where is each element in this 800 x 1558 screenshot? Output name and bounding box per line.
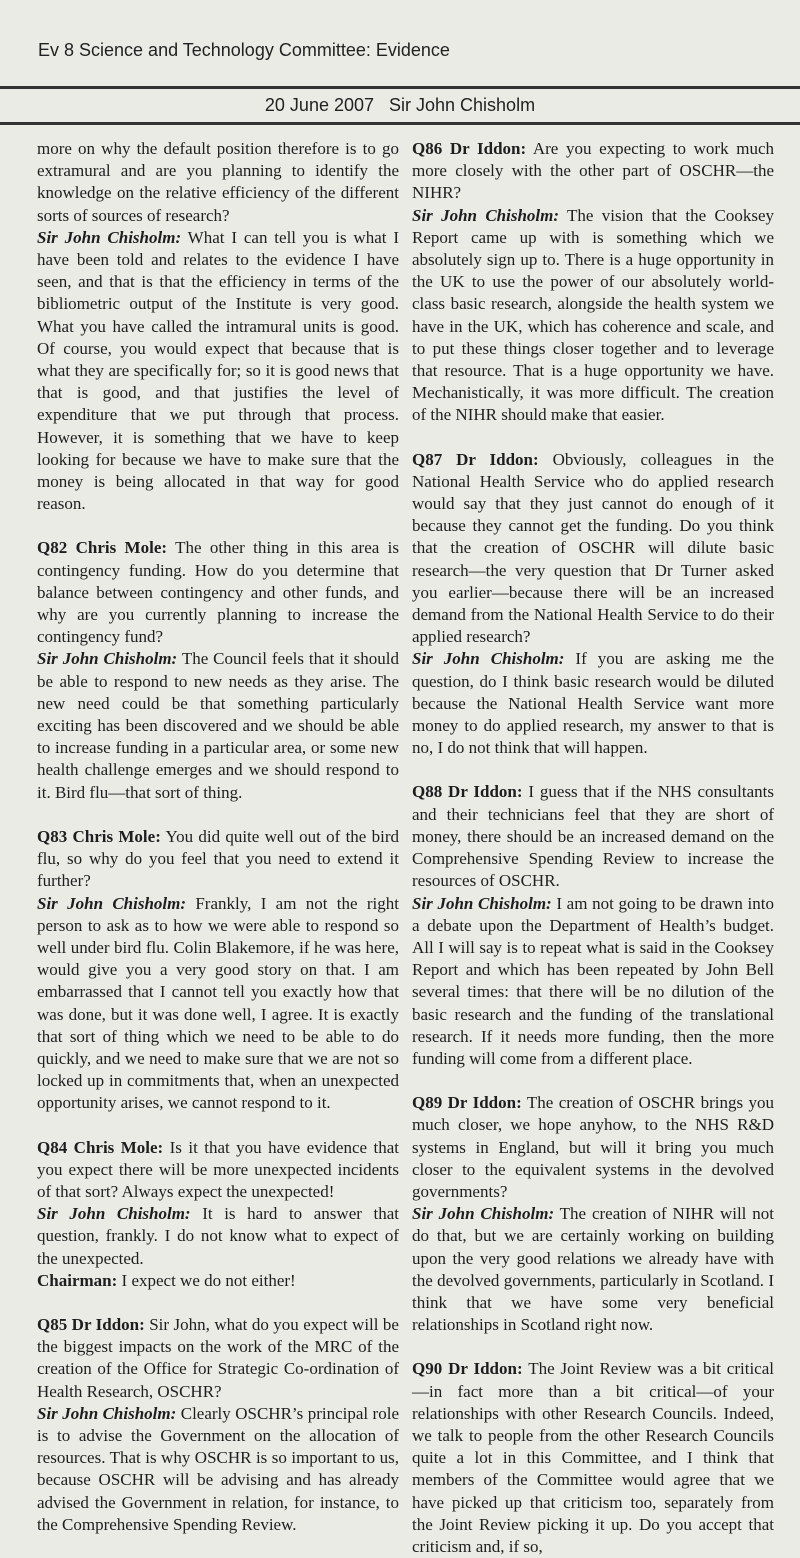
speaker-label: Q90 Dr Iddon: — [412, 1359, 523, 1379]
speaker-label: Sir John Chisholm: — [37, 227, 182, 247]
header-rule-bottom — [0, 122, 800, 125]
paragraph-text: The creation of OSCHR brings you much closer, we hope anyhow, to the NHS R&D systems in England, but will it bring you much closer to the equivalent systems in the devolved governments? — [412, 1093, 774, 1201]
transcript-paragraph — [412, 1358, 774, 1558]
paragraph-text: What I can tell you is what I have been told and relates to the evidence I have seen, and that is that the efficiency in terms of the bibliometric output of the Institute is very good. What you have called the intramural units is good. Of course, you would expect that because that is what they are specifically for; so it is good news that that is good, and that justifies the level of expenditure that we put through that process. However, it is something that we have to keep looking for because we have to make sure that the money is being allocated in that way for good reason. — [37, 227, 399, 514]
transcript-paragraph — [37, 648, 399, 803]
speaker-label: Sir John Chisholm: — [37, 893, 187, 913]
paragraph-text: Are you expecting to work much more closely with the other part of OSCHR—the NIHR? — [412, 139, 774, 203]
speaker-label: Q83 Chris Mole: — [37, 826, 161, 846]
speaker-label: Sir John Chisholm: — [412, 649, 565, 669]
paragraph-text: It is hard to answer that question, frankly. I do not know what to expect of the unexpected. — [37, 1204, 399, 1268]
speaker-label: Q88 Dr Iddon: — [412, 782, 523, 802]
speaker-label: Sir John Chisholm: — [412, 893, 552, 913]
paragraph-text: Frankly, I am not the right person to ask as to how we were able to respond so well under bird flu. Colin Blakemore, if he was here, would give you a very good story on that. I am embarrassed that I cannot tell you exactly how that was done, but it was done well, I agree. It is exactly that sort of thing which we need to be able to do quickly, and we need to make sure that we are not so locked up in commitments that, when an unexpected opportunity arises, we cannot respond to it. — [37, 893, 399, 1113]
transcript-paragraph — [412, 205, 774, 427]
paragraph-text: You did quite well out of the bird flu, so why do you feel that you need to extend it further? — [37, 826, 399, 891]
paragraph-text: If you are asking me the question, do I think basic research would be diluted because the National Health Service want more money to do applied research, my answer to that is no, I do not think that will happen. — [412, 649, 774, 758]
speaker-label: Sir John Chisholm: — [37, 1204, 191, 1224]
running-head: Ev 8 Science and Technology Committee: Evidence — [38, 40, 450, 60]
transcript-paragraph — [412, 648, 774, 759]
paragraph-text: Clearly OSCHR’s principal role is to advise the Government on the allocation of resources. That is why OSCHR is so important to us, because OSCHR will be advising and has already advised the Government in relation, for instance, to the Comprehensive Spending Review. — [37, 1403, 399, 1534]
paragraph-text: Obviously, colleagues in the National Health Service who do applied research would say that they just cannot do enough of it because they cannot get the funding. Do you think that the creation of OSCHR will dilute basic research—the very question that Dr Turner asked you earlier—because there will be an increased demand from the National Health Service to do their applied research? — [412, 449, 774, 647]
transcript-paragraph — [37, 893, 399, 1115]
paragraph-text: I expect we do not either! — [117, 1270, 296, 1290]
left-column — [37, 138, 399, 1536]
transcript-paragraph — [412, 1203, 774, 1336]
paragraph-text: The Council feels that it should be able to respond to new needs as they arise. The new need could be that something particularly exciting has been discovered and we should be able to increase funding in a particular area, or some new health challenge emerges and we should respond to it. Bird flu—that sort of thing. — [37, 649, 399, 802]
paragraph-text: Is it that you have evidence that you expect there will be more unexpected incidents of that sort? Always expect the unexpected! — [37, 1137, 399, 1201]
right-column — [412, 138, 774, 1558]
transcript-paragraph — [37, 537, 399, 648]
speaker-label: Chairman: — [37, 1270, 118, 1290]
paragraph-text: The other thing in this area is contingency funding. How do you determine that balance between contingency and other funds, and why are you currently planning to increase the contingency fund? — [37, 538, 399, 647]
header-rule-top — [0, 86, 800, 89]
speaker-label: Sir John Chisholm: — [412, 205, 560, 225]
paragraph-text: The creation of NIHR will not do that, but we are certainly working on building upon the very good relations we already have with the devolved governments, particularly in Scotland. I think that we have some very beneficial relationships in Scotland right now. — [412, 1204, 774, 1335]
speaker-label: Sir John Chisholm: — [37, 1403, 177, 1423]
transcript-paragraph — [37, 1203, 399, 1270]
speaker-label: Sir John Chisholm: — [37, 649, 178, 669]
transcript-paragraph — [412, 893, 774, 1071]
speaker-label: Q82 Chris Mole: — [37, 538, 168, 558]
paragraph-text: more on why the default position therefore is to go extramural and are you planning to identify the knowledge on the relative efficiency of the different sorts of sources of research? — [37, 139, 399, 225]
paragraph-text: I am not going to be drawn into a debate upon the Department of Health’s budget. All I will say is to repeat what is said in the Cooksey Report and which has been repeated by John Bell several times: that there will be no dilution of the basic research and the funding of the translational research. If it needs more funding, then the more funding will come from a different place. — [412, 893, 774, 1068]
transcript-paragraph — [37, 227, 399, 516]
transcript-paragraph — [37, 1314, 399, 1403]
transcript-paragraph — [412, 449, 774, 649]
speaker-label: Q89 Dr Iddon: — [412, 1093, 522, 1113]
speaker-label: Q86 Dr Iddon: — [412, 139, 527, 158]
transcript-paragraph — [37, 1403, 399, 1536]
transcript-paragraph — [37, 1137, 399, 1204]
speaker-label: Sir John Chisholm: — [412, 1204, 555, 1224]
paragraph-text: Sir John, what do you expect will be the biggest impacts on the work of the MRC of the creation of the Office for Strategic Co-ordination of Health Research, OSCHR? — [37, 1314, 399, 1401]
transcript-paragraph — [37, 1270, 399, 1292]
transcript-paragraph — [412, 138, 774, 205]
transcript-paragraph — [412, 1092, 774, 1203]
transcript-paragraph — [37, 826, 399, 893]
speaker-label: Q87 Dr Iddon: — [412, 449, 539, 469]
speaker-label: Q84 Chris Mole: — [37, 1137, 164, 1157]
section-heading: 20 June 2007 Sir John Chisholm — [264, 95, 536, 115]
paragraph-text: The Joint Review was a bit critical—in fact more than a bit critical—of your relationships with other Research Councils. Indeed, we talk to people from the other Research Councils quite a lot in this Committee, and I think that members of the Committee would agree that we have picked up that criticism too, separately from the Joint Review picking it up. Do you accept that criticism and, if so, — [412, 1359, 774, 1556]
transcript-paragraph — [37, 138, 399, 227]
speaker-label: Q85 Dr Iddon: — [37, 1314, 145, 1334]
paragraph-text: The vision that the Cooksey Report came up with is something which we absolutely sign up to. There is a huge opportunity in the UK to use the power of our absolutely world-class basic research, alongside the health system we have in the UK, which has coherence and scale, and to put these things closer together and to leverage that resource. That is a huge opportunity we have. Mechanistically, it was more difficult. The creation of the NIHR should make that easier. — [412, 205, 774, 425]
paragraph-text: I guess that if the NHS consultants and their technicians feel that they are short of money, there should be an increased demand on the Comprehensive Spending Review to increase the resources of OSCHR. — [412, 782, 774, 891]
transcript-paragraph — [412, 781, 774, 892]
